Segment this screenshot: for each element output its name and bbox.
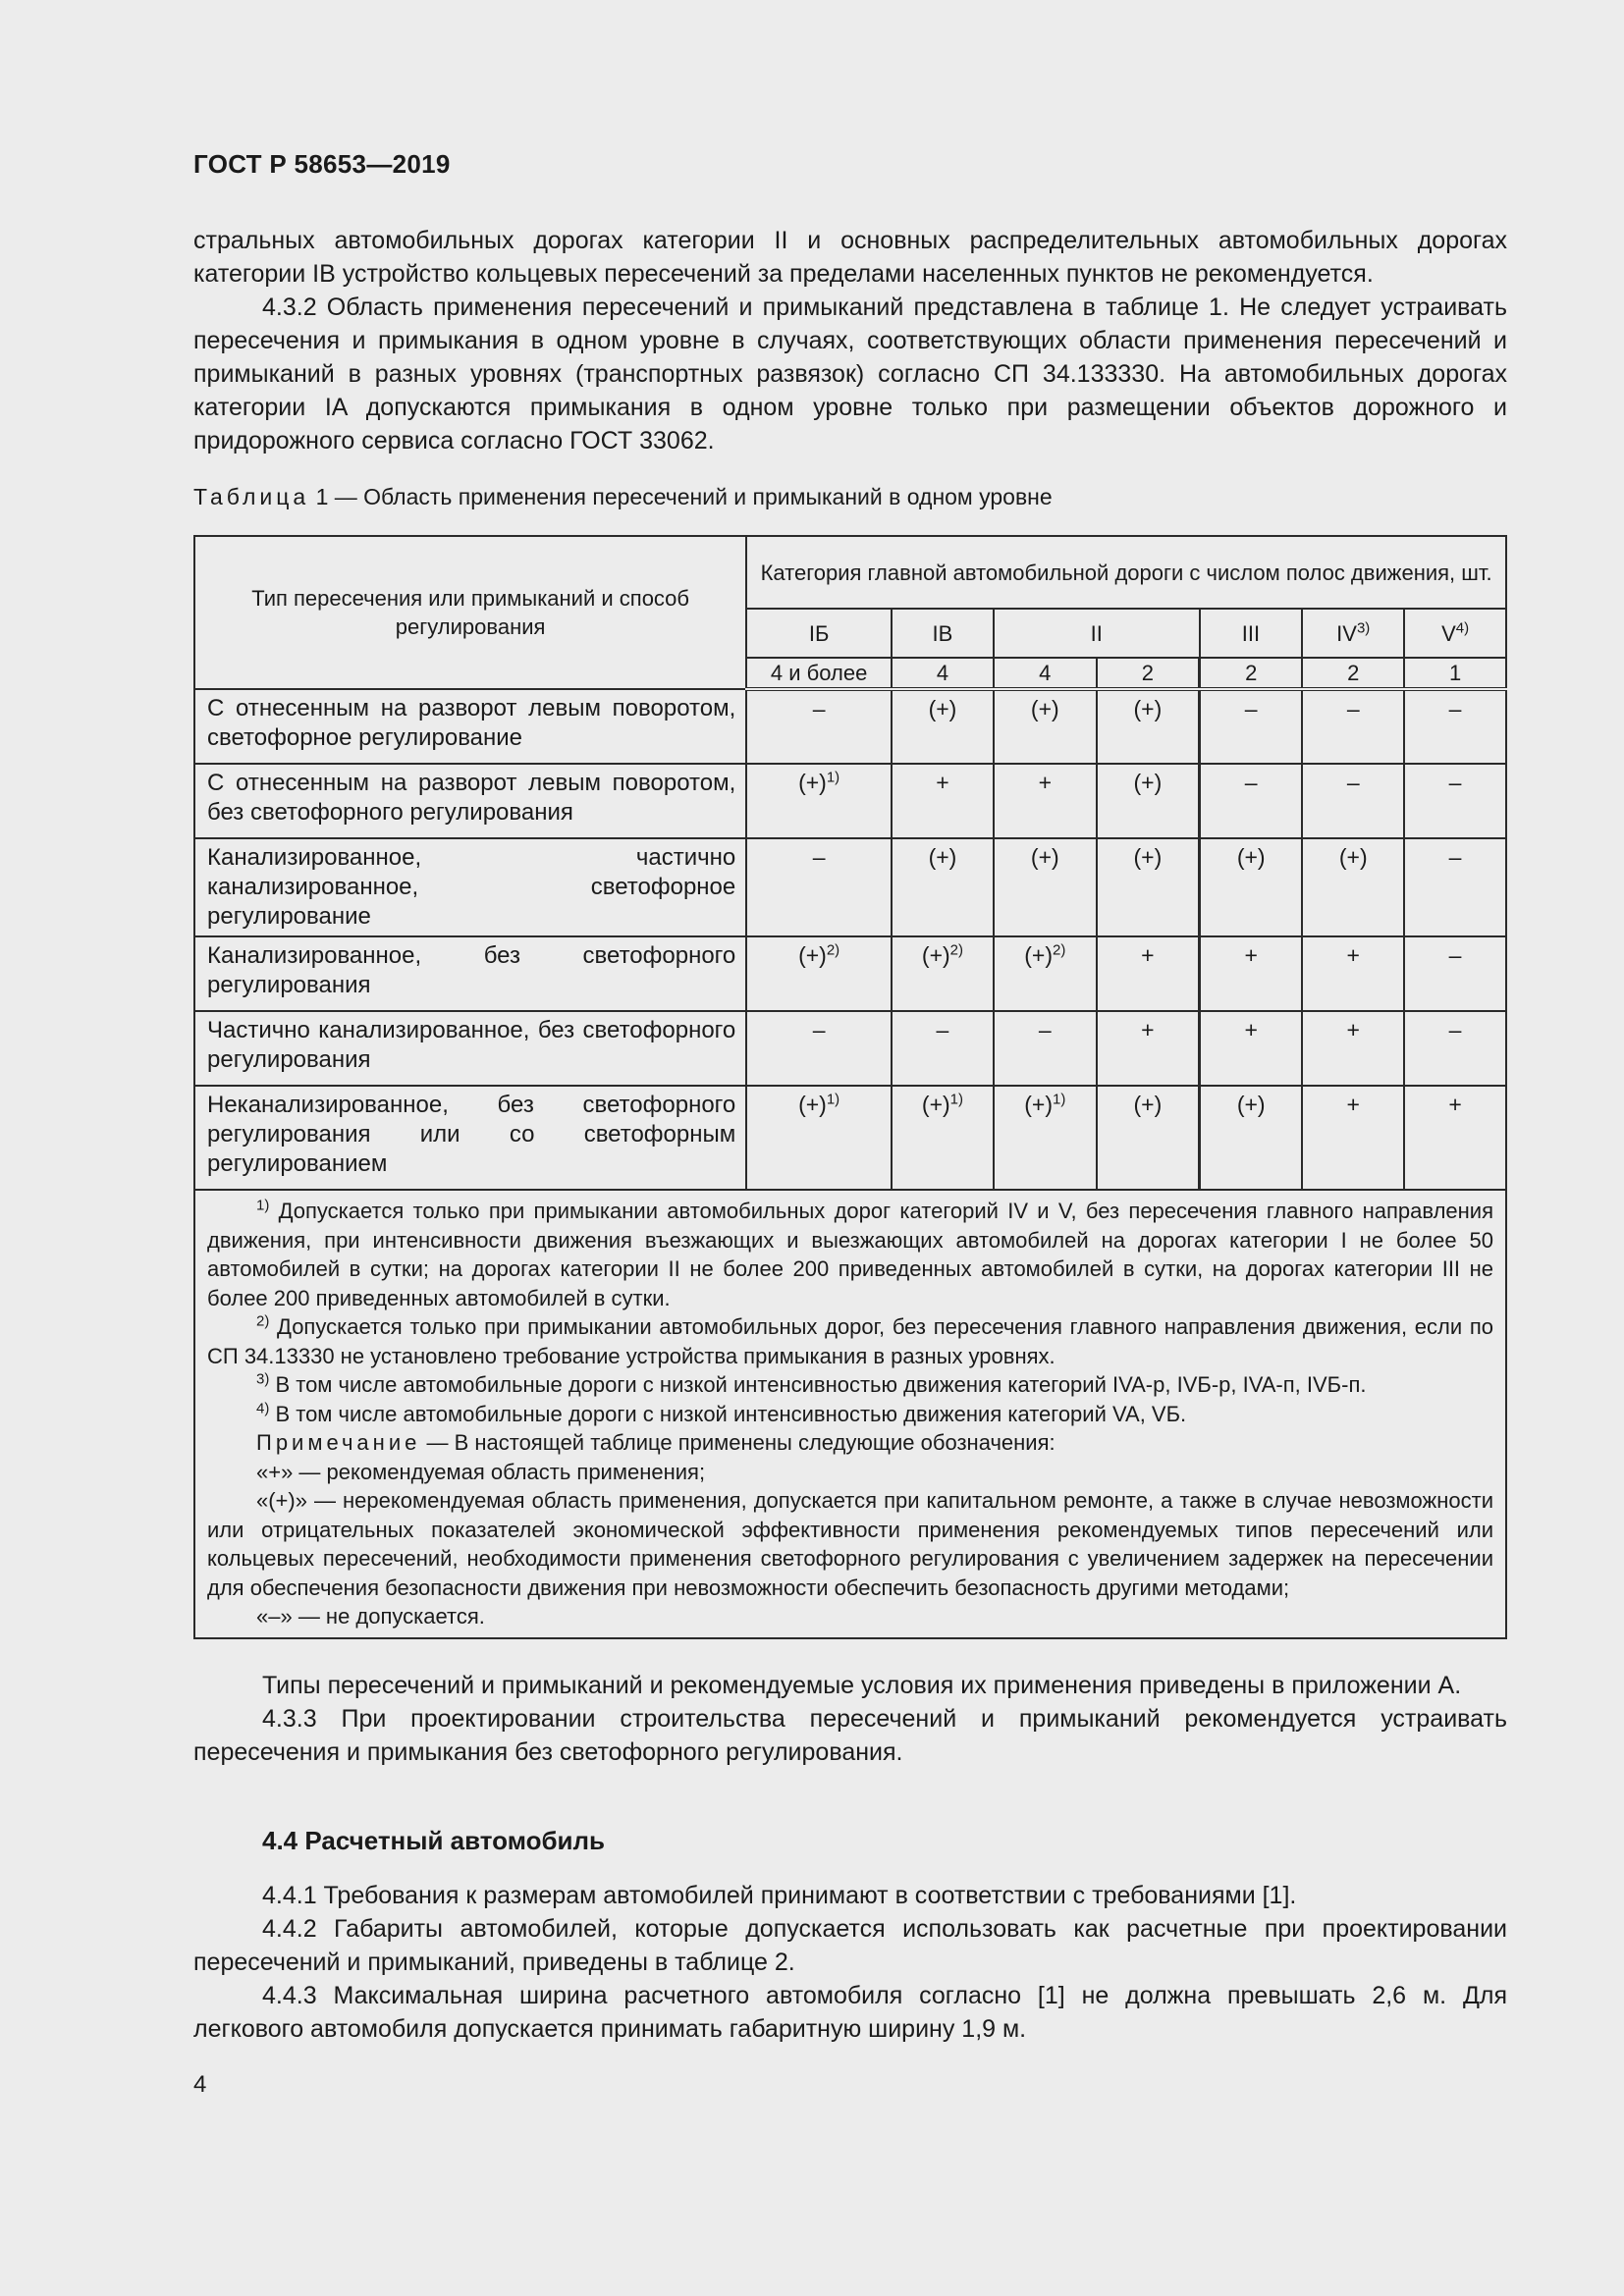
table-cell: – — [746, 1011, 892, 1086]
footnote: $^{3)}$ В том числе автомобильные дороги с низкой интенсивностью движения категорий IVA-р, IVБ-р, IVA-п, IVБ-п. — [256, 1370, 1367, 1397]
table-row — [194, 936, 1506, 1011]
table-caption-label: Таблица — [193, 484, 310, 509]
row-label: Неканализированное, без светофорного регулирования или со светофорным регулированием — [194, 1086, 746, 1190]
paragraph: Типы пересечений и примыканий и рекомендуемые условия их применения приведены в приложении А. — [262, 1672, 1462, 1699]
legend-item: «–» — не допускается. — [256, 1604, 485, 1629]
category-header: Категория главной автомобильной дороги с числом полос движения, шт. — [746, 536, 1506, 609]
table-cell: (+) — [1200, 838, 1303, 936]
table-cell: (+) — [892, 689, 994, 764]
table-cell: + — [1302, 936, 1404, 1011]
row-label: С отнесенным на разворот левым поворотом, светофорное регулирование — [194, 689, 746, 764]
lanes-cell: 1 — [1404, 658, 1506, 689]
table-row — [194, 1011, 1506, 1086]
table-cell: + — [1200, 1011, 1303, 1086]
category-cell: IВ — [892, 609, 994, 658]
table-cell: + — [1200, 936, 1303, 1011]
table-cell: (+) — [1302, 838, 1404, 936]
table-cell: – — [746, 689, 892, 764]
table-cell: – — [1302, 764, 1404, 838]
category-cell: IБ — [746, 609, 892, 658]
table-cell: (+) — [1097, 1086, 1200, 1190]
row-label: С отнесенным на разворот левым поворотом, без светофорного регулирования — [194, 764, 746, 838]
section-text — [193, 1879, 1507, 2046]
table-cell: + — [892, 764, 994, 838]
table-cell: + — [1097, 936, 1200, 1011]
row-label: Канализированное, без светофорного регулирования — [194, 936, 746, 1011]
table-caption-text: 1 — Область применения пересечений и примыканий в одном уровне — [315, 484, 1053, 509]
table-cell: (+) — [994, 689, 1097, 764]
legend-item: «(+)» — нерекомендуемая область применения, допускается при капитальном ремонте, а также в случае невозможности или отрицательных показателей экономической эффективности применения рекомендуемых типов пересечений или кольцевых пересечений, необходимости применения светофорного регулирования с увеличением задержек на пересечении для обеспечения безопасности движения при невозможности обеспечить безопасность другими методами; — [207, 1488, 1493, 1600]
row-label: Частично канализированное, без светофорного регулирования — [194, 1011, 746, 1086]
paragraph: 4.3.3 При проектировании строительства пересечений и примыканий рекомендуется устраивать пересечения и примыкания без светофорного регулирования. — [193, 1705, 1507, 1766]
table-cell: (+) — [1200, 1086, 1303, 1190]
table-cell: + — [1404, 1086, 1506, 1190]
document-header: ГОСТ Р 58653—2019 — [193, 149, 451, 179]
table-cell: $(+)^{2)}$ — [892, 936, 994, 1011]
table-cell: (+) — [994, 838, 1097, 936]
after-table-text — [193, 1669, 1507, 1769]
table-cell: (+) — [1097, 838, 1200, 936]
table-caption — [193, 482, 1053, 511]
table-cell: + — [1097, 1011, 1200, 1086]
table-cell: – — [1200, 764, 1303, 838]
lanes-cell: 2 — [1097, 658, 1200, 689]
legend-item: «+» — рекомендуемая область применения; — [256, 1459, 706, 1484]
table-body — [194, 689, 1506, 1190]
page-number: 4 — [193, 2071, 207, 2098]
table-cell: + — [994, 764, 1097, 838]
note: Примечание — В настоящей таблице применены следующие обозначения: — [256, 1430, 1056, 1455]
table-cell: (+) — [1097, 689, 1200, 764]
table-row — [194, 764, 1506, 838]
table-cell: + — [1302, 1011, 1404, 1086]
table-cell: – — [1404, 936, 1506, 1011]
category-cell: IV$^{3)}$ — [1302, 609, 1404, 658]
table-cell: – — [1302, 689, 1404, 764]
paragraph: 4.3.2 Область применения пересечений и примыканий представлена в таблице 1. Не следует устраивать пересечения и примыкания в одном уровне в случаях, соответствующих области применения пересечений и примыканий в разных уровнях (транспортных развязок) согласно СП 34.133330. На автомобильных дорогах категории IA допускаются примыкания в одном уровне только при размещении объектов дорожного и придорожного сервиса согласно ГОСТ 33062. — [193, 294, 1507, 454]
paragraph: 4.4.1 Требования к размерам автомобилей принимают в соответствии с требованиями [1]. — [262, 1882, 1297, 1909]
lanes-cell: 2 — [1302, 658, 1404, 689]
footnote: $^{1)}$ Допускается только при примыкании автомобильных дорог категорий IV и V, без пересечения главного направления движения, при интенсивности движения въезжающих и выезжающих автомобилей на дорогах категории I не более 50 автомобилей в сутки; на дорогах категории II не более 200 приведенных автомобилей в сутки, на дорогах категории III не более 200 приведенных автомобилей в сутки. — [207, 1197, 1493, 1310]
lanes-cell: 4 — [892, 658, 994, 689]
paragraph: 4.4.3 Максимальная ширина расчетного автомобиля согласно [1] не должна превышать 2,6 м. Для легкового автомобиля допускается принимать габаритную ширину 1,9 м. — [193, 1982, 1507, 2043]
paragraph: 4.4.2 Габариты автомобилей, которые допускается использовать как расчетные при проектировании пересечений и примыканий, приведены в таблице 2. — [193, 1915, 1507, 1976]
type-header: Тип пересечения или примыканий и способ регулирования — [194, 536, 746, 689]
table-cell: – — [892, 1011, 994, 1086]
lanes-cell: 4 и более — [746, 658, 892, 689]
category-cell: II — [994, 609, 1200, 658]
row-label: Канализированное, частично канализированное, светофорное регулирование — [194, 838, 746, 936]
footnote: $^{2)}$ Допускается только при примыкании автомобильных дорог, без пересечения главного направления движения, если по СП 34.13330 не установлено требование устройства примыкания в разных уровнях. — [207, 1312, 1493, 1368]
applicability-table — [193, 535, 1507, 1639]
table-cell: $(+)^{1)}$ — [892, 1086, 994, 1190]
table-row — [194, 1086, 1506, 1190]
table-cell: – — [1404, 764, 1506, 838]
table-cell: + — [1302, 1086, 1404, 1190]
section-title: 4.4 Расчетный автомобиль — [262, 1826, 606, 1855]
table-cell: – — [1404, 689, 1506, 764]
footnote: $^{4)}$ В том числе автомобильные дороги с низкой интенсивностью движения категорий VA, VБ. — [256, 1400, 1187, 1426]
table-cell: $(+)^{2)}$ — [746, 936, 892, 1011]
table-row — [194, 838, 1506, 936]
paragraph: стральных автомобильных дорогах категории II и основных распределительных автомобильных дорогах категории IВ устройство кольцевых пересечений за пределами населенных пунктов не рекомендуется. — [193, 227, 1507, 288]
category-cell: III — [1200, 609, 1303, 658]
table-cell: (+) — [1097, 764, 1200, 838]
table-cell: – — [1404, 838, 1506, 936]
table-cell: – — [994, 1011, 1097, 1086]
category-cell: $V^{4)}$ — [1404, 609, 1506, 658]
lanes-cell: 4 — [994, 658, 1097, 689]
table-cell: $(+)^{1)}$ — [994, 1086, 1097, 1190]
table-cell: – — [1404, 1011, 1506, 1086]
table-cell: – — [746, 838, 892, 936]
table-notes — [194, 1190, 1506, 1638]
table-cell: $(+)^{2)}$ — [994, 936, 1097, 1011]
table-cell: $(+)^{1)}$ — [746, 764, 892, 838]
table-cell: (+) — [892, 838, 994, 936]
lanes-cell: 2 — [1200, 658, 1303, 689]
table-row — [194, 689, 1506, 764]
table-cell: $(+)^{1)}$ — [746, 1086, 892, 1190]
intro-text — [193, 224, 1507, 457]
table-cell: – — [1200, 689, 1303, 764]
